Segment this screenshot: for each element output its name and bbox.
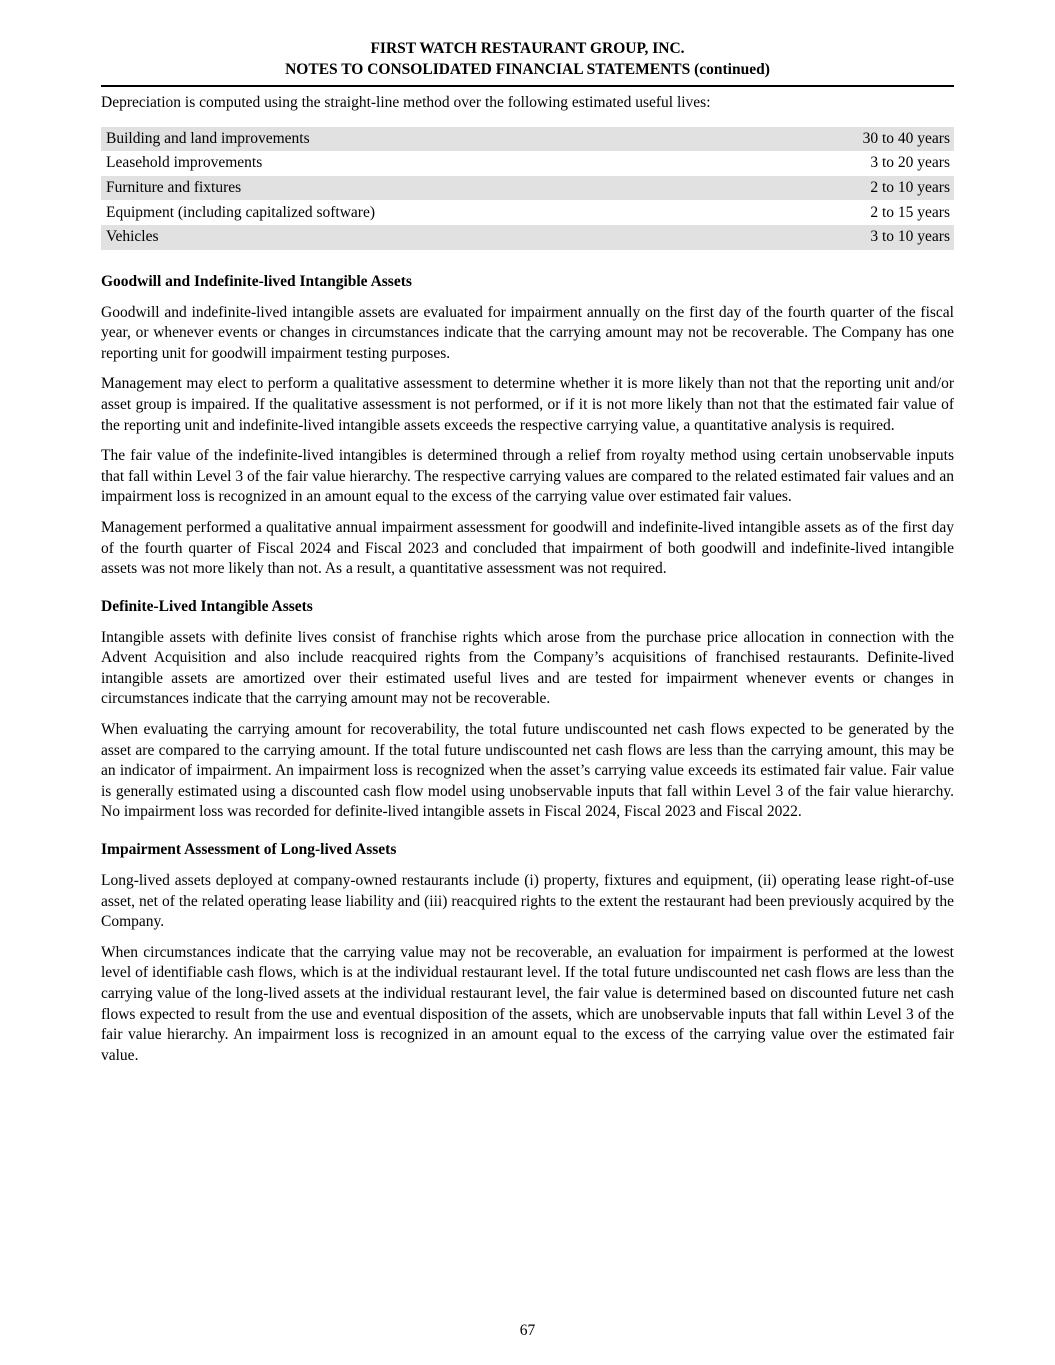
section-definite-lived — [101, 597, 954, 823]
asset-class: Leasehold improvements — [106, 154, 263, 172]
paragraph: Management may elect to perform a qualitative assessment to determine whether it is more likely than not that the reporting unit and/or asset group is impaired. If the qualitative assessment is not performed, or if it is not more likely than not that the estimated fair value of the reporting unit and indefinite-lived intangible assets exceeds the respective carrying value, a quantitative analysis is required. — [101, 375, 954, 434]
company-name: FIRST WATCH RESTAURANT GROUP, INC. — [370, 40, 685, 57]
depreciation-intro: Depreciation is computed using the straight-line method over the following estimated useful lives: — [101, 94, 711, 111]
useful-lives-table — [101, 127, 954, 250]
paragraph: Long-lived assets deployed at company-owned restaurants include (i) property, fixtures and equipment, (ii) operating lease right-of-use asset, net of the related operating lease liability and (iii) reacquired rights to the extent the restaurant had been previously acquired by the Company. — [101, 872, 954, 931]
section-heading: Definite-Lived Intangible Assets — [101, 597, 313, 615]
asset-class: Equipment (including capitalized software) — [106, 203, 376, 221]
section-heading: Impairment Assessment of Long-lived Assets — [101, 841, 397, 859]
useful-life: 30 to 40 years — [734, 127, 954, 152]
table-row — [101, 200, 954, 225]
table-row — [101, 151, 954, 176]
table-row — [101, 127, 954, 152]
paragraph: The fair value of the indefinite-lived intangibles is determined through a relief from royalty method using certain unobservable inputs that fall within Level 3 of the fair value hierarchy. The respective carrying values are compared to the related estimated fair values and an impairment loss is recognized in an amount equal to the excess of the carrying value over estimated fair values. — [101, 447, 954, 506]
page-header — [101, 38, 954, 80]
document-page — [101, 38, 954, 1066]
section-heading: Goodwill and Indefinite-lived Intangible Assets — [101, 272, 412, 290]
useful-life: 3 to 20 years — [870, 154, 950, 172]
useful-life: 3 to 10 years — [734, 225, 954, 250]
header-divider — [101, 85, 954, 87]
section-goodwill — [101, 272, 954, 580]
page-number: 67 — [519, 1322, 536, 1339]
asset-class: Furniture and fixtures — [101, 176, 734, 201]
section-long-lived — [101, 840, 954, 1066]
paragraph: Management performed a qualitative annual impairment assessment for goodwill and indefinite-lived intangible assets as of the first day of the fourth quarter of Fiscal 2024 and Fiscal 2023 and concluded that impairment of both goodwill and indefinite-lived intangible assets was not more likely than not. As a result, a quantitative assessment was not required. — [101, 518, 954, 578]
paragraph: Intangible assets with definite lives consist of franchise rights which arose from the purchase price allocation in connection with the Advent Acquisition and also include reacquired rights from the Company’s acquisitions of franchised restaurants. Definite-lived intangible assets are amortized over their estimated useful lives and are tested for impairment whenever events or changes in circumstances indicate that the carrying amount may not be recoverable. — [101, 628, 954, 708]
table-row — [101, 225, 954, 250]
document-subtitle: NOTES TO CONSOLIDATED FINANCIAL STATEMENTS (continued) — [285, 61, 770, 78]
paragraph: When circumstances indicate that the carrying value may not be recoverable, an evaluation for impairment is performed at the lowest level of identifiable cash flows, which is at the individual restaurant level. If the total future undiscounted net cash flows are less than the carrying value of the long-lived assets at the individual restaurant level, the fair value is determined based on discounted future net cash flows expected to result from the use and eventual disposition of the assets, which are unobservable inputs that fall within Level 3 of the fair value hierarchy. An impairment loss is recognized in an amount equal to the excess of the carrying value over the estimated fair value. — [101, 943, 954, 1064]
paragraph: When evaluating the carrying amount for recoverability, the total future undiscounted net cash flows expected to be generated by the asset are compared to the carrying amount. If the total future undiscounted net cash flows are less than the carrying amount, this may be an indicator of impairment. An impairment loss is recognized when the asset’s carrying value exceeds its estimated fair value. Fair value is generally estimated using a discounted cash flow model using unobservable inputs that fall within Level 3 of the fair value hierarchy. No impairment loss was recorded for definite-lived intangible assets in Fiscal 2024, Fiscal 2023 and Fiscal 2022. — [101, 721, 954, 821]
asset-class: Building and land improvements — [101, 127, 734, 152]
useful-life: 2 to 15 years — [870, 203, 950, 221]
useful-life: 2 to 10 years — [734, 176, 954, 201]
paragraph: Goodwill and indefinite-lived intangible assets are evaluated for impairment annually on the first day of the fourth quarter of the fiscal year, or whenever events or changes in circumstances indicate that the carrying amount may not be recoverable. The Company has one reporting unit for goodwill impairment testing purposes. — [101, 303, 954, 362]
asset-class: Vehicles — [101, 225, 734, 250]
table-row — [101, 176, 954, 201]
